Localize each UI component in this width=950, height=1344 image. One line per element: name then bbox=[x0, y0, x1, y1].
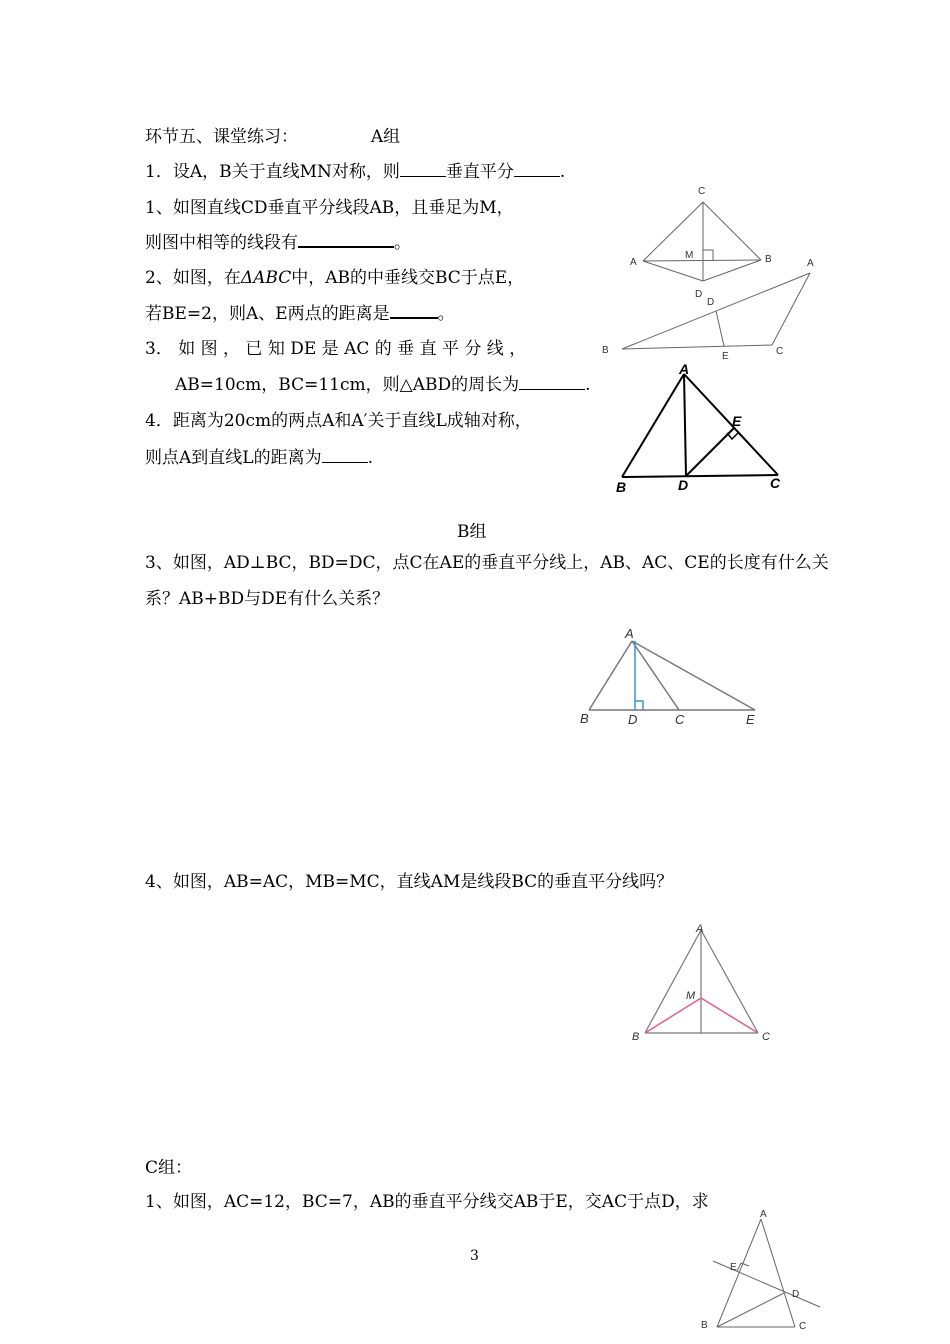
label-c: C bbox=[698, 186, 706, 197]
label-c: C bbox=[675, 712, 685, 727]
question-a2-line1: 1、如图直线CD垂直平分线段AB，且垂足为M， bbox=[145, 198, 514, 218]
answer-blank[interactable] bbox=[322, 446, 368, 463]
label-b: B bbox=[701, 1320, 708, 1331]
q-text: . bbox=[559, 162, 566, 182]
answer-blank[interactable] bbox=[400, 160, 446, 177]
q-text: 垂直平分 bbox=[445, 162, 514, 182]
label-c: C bbox=[799, 1321, 807, 1332]
label-d: D bbox=[678, 477, 689, 493]
label-m: M bbox=[686, 990, 696, 1002]
label-b: B bbox=[765, 254, 772, 265]
label-b: B bbox=[616, 479, 627, 495]
answer-blank[interactable] bbox=[390, 301, 438, 319]
answer-blank[interactable] bbox=[519, 373, 585, 390]
label-e: E bbox=[746, 712, 755, 727]
question-b3-line2: 系？AB+BD与DE有什么关系？ bbox=[145, 589, 390, 609]
question-b3-line1: 3、如图，AD⊥BC，BD=DC，点C在AE的垂直平分线上，AB、AC、CE的长度有什么关 bbox=[145, 553, 829, 573]
label-a: A bbox=[679, 361, 690, 377]
label-b: B bbox=[632, 1031, 640, 1043]
question-a5-line2 bbox=[145, 446, 373, 470]
label-a: A bbox=[760, 1209, 767, 1220]
q-text: 若BE=2，则A、E两点的距离是 bbox=[145, 304, 390, 324]
question-b4: 4、如图，AB=AC，MB=MC，直线AM是线段BC的垂直平分线吗？ bbox=[145, 872, 674, 892]
figure-isosceles-m bbox=[625, 918, 785, 1048]
question-a2-line2 bbox=[145, 230, 411, 255]
section-a-heading bbox=[145, 125, 400, 149]
label-a: A bbox=[696, 923, 704, 935]
answer-blank[interactable] bbox=[298, 230, 394, 248]
q-text: 1．设A，B关于直线MN对称，则 bbox=[145, 162, 400, 182]
label-a: A bbox=[807, 258, 814, 269]
q-text: AB=10cm，BC=11cm，则△ABD的周长为 bbox=[175, 375, 520, 395]
q-text: 。 bbox=[394, 233, 411, 253]
q-text: 中，AB的中垂线交BC于点E， bbox=[291, 268, 525, 288]
group-b-label: B组 bbox=[457, 522, 487, 542]
question-a5-line1: 4．距离为20cm的两点A和A′关于直线L成轴对称， bbox=[145, 411, 532, 431]
question-a3-line2 bbox=[145, 301, 455, 326]
label-c: C bbox=[770, 475, 781, 491]
group-a-label: A组 bbox=[370, 127, 401, 147]
figure-c-triangle bbox=[695, 1205, 830, 1344]
question-a1 bbox=[145, 160, 565, 184]
label-c: C bbox=[762, 1031, 770, 1043]
q-text: 2、如图，在 bbox=[145, 268, 241, 288]
label-d: D bbox=[707, 297, 715, 308]
question-c1: 1、如图，AC=12，BC=7，AB的垂直平分线交AB于E，交AC于点D，求 bbox=[145, 1192, 709, 1212]
label-b: B bbox=[580, 711, 589, 726]
figure-triangle-abd bbox=[610, 360, 790, 495]
label-a: A bbox=[630, 257, 637, 268]
label-c: C bbox=[776, 346, 784, 357]
q-text: 则点A到直线L的距离为 bbox=[145, 448, 322, 468]
group-c-label: C组： bbox=[145, 1158, 193, 1178]
label-e: E bbox=[730, 1262, 737, 1273]
section-heading: 环节五、课堂练习： bbox=[145, 127, 298, 147]
q-text: . bbox=[367, 448, 373, 468]
label-m: M bbox=[685, 250, 694, 261]
answer-blank[interactable] bbox=[514, 160, 560, 177]
label-d: D bbox=[628, 712, 638, 727]
label-d: D bbox=[792, 1289, 800, 1300]
label-e: E bbox=[732, 413, 742, 429]
label-d: D bbox=[695, 289, 703, 300]
figure-obtuse-triangle bbox=[600, 255, 830, 365]
label-b: B bbox=[602, 345, 609, 356]
question-a3-line1 bbox=[145, 266, 524, 290]
q-text: . bbox=[585, 375, 591, 395]
figure-altitude-triangle bbox=[575, 620, 770, 735]
question-a4-line1: 3． 如 图 ， 已 知 DE 是 AC 的 垂 直 平 分 线 ， bbox=[145, 339, 527, 359]
q-text: 。 bbox=[437, 304, 455, 324]
triangle-symbol: ΔABC bbox=[240, 268, 292, 288]
question-a4-line2 bbox=[175, 373, 591, 397]
label-a: A bbox=[625, 626, 634, 641]
page-number: 3 bbox=[470, 1248, 479, 1264]
q-text: 则图中相等的线段有 bbox=[145, 233, 298, 253]
label-e: E bbox=[722, 351, 729, 362]
